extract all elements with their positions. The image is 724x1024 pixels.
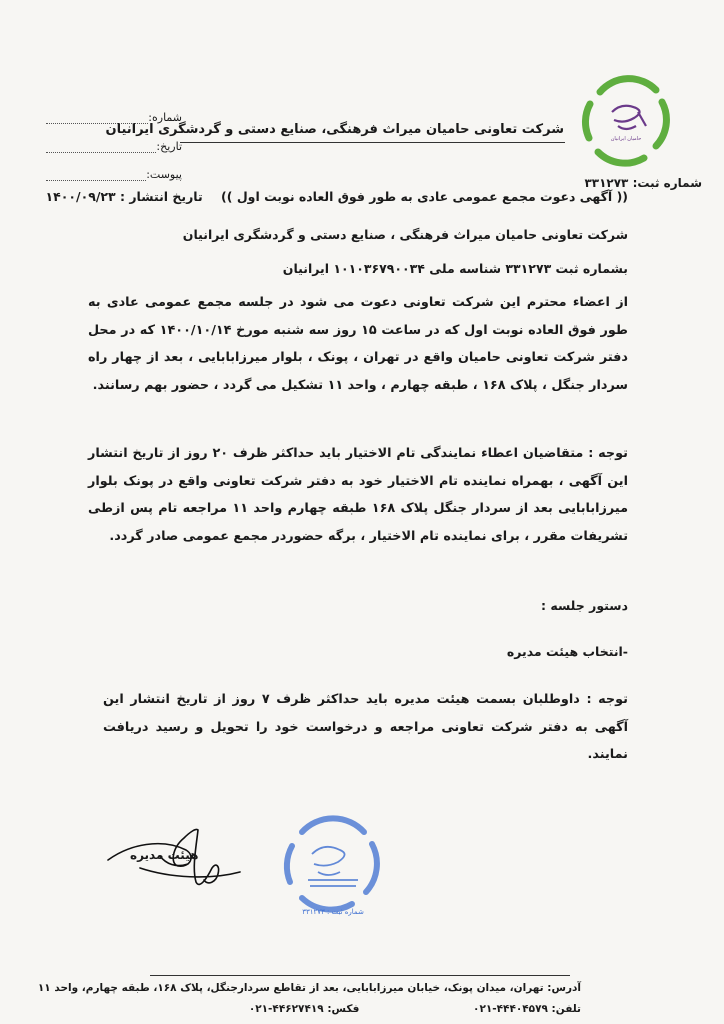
- invitation-paragraph: از اعضاء محترم این شرکت تعاونی دعوت می شود در جلسه مجمع عمومی عادی به طور فوق العاده نوبت اول که در ساعت ۱۵ روز سه شنبه مورخ ۱۴۰۰/۱۰/۱۴ که در محل دفتر شرکت تعاونی حامیان واقع در تهران ، پونک ، بلوار میرزابابایی ، بعد از چهار راه سردار جنگل ، پلاک ۱۶۸ ، طبقه چهارم ، واحد ۱۱ تشکیل می گردد ، حضور بهم رسانند.: [88, 295, 628, 393]
- date-field: [42, 140, 182, 153]
- company-stamp: [278, 810, 388, 920]
- company-header: شرکت تعاونی حامیان میراث فرهنگی، صنایع دستی و گردشگری ایرانیان: [105, 122, 564, 137]
- notice-company: شرکت تعاونی حامیان میراث فرهنگی ، صنایع دستی و گردشگری ایرانیان: [182, 227, 628, 242]
- notice-title: (( آگهی دعوت مجمع عمومی عادی به طور فوق العاده نوبت اول )): [221, 189, 628, 204]
- notice-title-line: [45, 189, 628, 204]
- footer-divider: [150, 975, 570, 976]
- footer-address: آدرس: تهران، میدان پونک، خیابان میرزابابایی، بعد از تقاطع سردارجنگل، پلاک ۱۶۸، طبقه چهارم، واحد ۱۱: [37, 982, 581, 994]
- footer-contacts: [249, 1003, 581, 1015]
- candidates-notice-paragraph: توجه : داوطلبان بسمت هیئت مدیره باید حداکثر ظرف ۷ روز از تاریخ انتشار این آگهی به دفتر شرکت تعاونی مراجعه و درخواست خود را تحویل و رسید دریافت نمایند.: [103, 692, 628, 762]
- footer-phone: تلفن: ۴۴۴۰۴۵۷۹-۰۲۱: [473, 1003, 581, 1015]
- stamp-text: شماره ثبت : ۳۳۱۲۷۳: [302, 908, 364, 916]
- footer-fax: فکس: ۴۴۶۲۷۴۱۹-۰۲۱: [248, 1003, 360, 1015]
- date-label: تاریخ:: [156, 140, 182, 153]
- number-dots: [46, 113, 148, 124]
- date-dots: [46, 142, 156, 153]
- attachment-field: [42, 168, 182, 181]
- registration-number: شماره ثبت: ۳۳۱۲۷۳: [584, 176, 702, 190]
- publish-date: تاریخ انتشار : ۱۴۰۰/۰۹/۲۳: [45, 189, 203, 204]
- logo-text: حامیان ایرانیان: [610, 136, 642, 142]
- agenda-item: -انتخاب هیئت مدیره: [506, 644, 628, 659]
- agenda-heading: دستور جلسه :: [541, 598, 628, 613]
- header-divider: [180, 142, 565, 143]
- attachment-dots: [46, 170, 146, 181]
- attachment-label: پیوست:: [146, 168, 182, 181]
- notice-registration: بشماره ثبت ۳۳۱۲۷۳ شناسه ملی ۱۰۱۰۳۶۷۹۰۰۳۴ ایرانیان: [282, 261, 628, 276]
- board-signature-label: هیئت مدیره: [130, 848, 199, 862]
- proxy-notice-paragraph: توجه : متقاضیان اعطاء نمایندگی تام الاختیار باید حداکثر ظرف ۲۰ روز از تاریخ انتشار این آگهی ، بهمراه نماینده تام الاختیار خود به دفتر شرکت تعاونی واقع در پونک بلوار میرزابابایی بعد از سردار جنگل پلاک ۱۶۸ طبقه چهارم واحد ۱۱ مراجعه تام پس ازطی تشریفات مقرر ، برای نماینده تام الاختیار ، برگه حضوردر مجمع عمومی صادر گردد.: [88, 446, 628, 544]
- company-logo: [580, 70, 672, 170]
- number-field: [42, 111, 182, 124]
- number-label: شماره:: [148, 111, 182, 124]
